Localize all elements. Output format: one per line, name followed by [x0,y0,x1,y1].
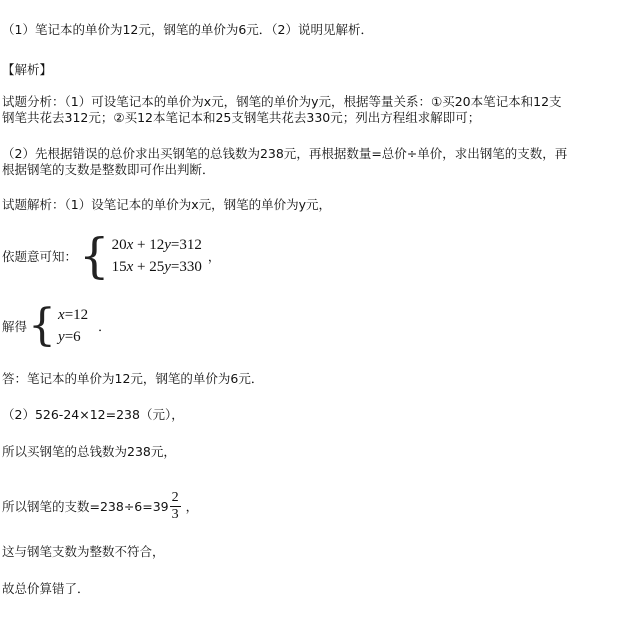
equation-2: 15x + 25y=330 [111,259,202,275]
solution-y: y=6 [58,329,81,345]
system-prefix: 依题意可知： [2,249,78,264]
solution-system [2,300,111,351]
analysis-heading: 【解析】 [2,62,53,77]
equation-1: 20x + 12y=312 [111,237,202,253]
system-suffix: ， [207,249,221,264]
analysis-part2-line2: 根据钢笔的支数是整数即可作出判断． [2,162,215,177]
pen-count-fraction: $\frac{2}{3}$ [171,490,179,522]
final-line: 故总价算错了． [2,581,90,596]
solution-intro: 试题解析：（1）设笔记本的单价为x元，钢笔的单价为y元， [2,197,331,212]
analysis-part1-line2: 钢笔共花去312元；②买12本笔记本和25支钢笔共花去330元；列出方程组求解即可； [2,110,481,125]
solve-suffix: ． [98,319,111,334]
solution-x: x=12 [58,307,89,323]
equation-stack [112,234,202,278]
pen-count-line: 所以钢笔的支数=238÷6=39 $\frac{2}{3}$ ， [2,490,199,522]
answer-line: （1）笔记本的单价为12元，钢笔的单价为6元．（2）说明见解析． [2,22,374,37]
conclusion-1: 答：笔记本的单价为12元，钢笔的单价为6元． [2,371,264,386]
calc-line: （2）526-24×12=238（元）， [2,407,184,422]
equation-system [2,228,221,284]
left-brace-icon: { [79,228,110,284]
left-brace-icon: { [28,300,57,351]
analysis-part2-line1: （2）先根据错误的总价求出买钢笔的总钱数为238元，再根据数量=总价÷单价，求出钢笔的支数，再 [2,146,568,161]
solve-prefix: 解得 [2,319,28,334]
analysis-part1-line1: 试题分析：（1）可设笔记本的单价为x元，钢笔的单价为y元，根据等量关系：①买20本笔记本和12支 [2,94,562,109]
total-pen-line: 所以买钢笔的总钱数为238元， [2,444,176,459]
solution-stack [58,304,88,348]
contradiction-line: 这与钢笔支数为整数不符合， [2,544,165,559]
